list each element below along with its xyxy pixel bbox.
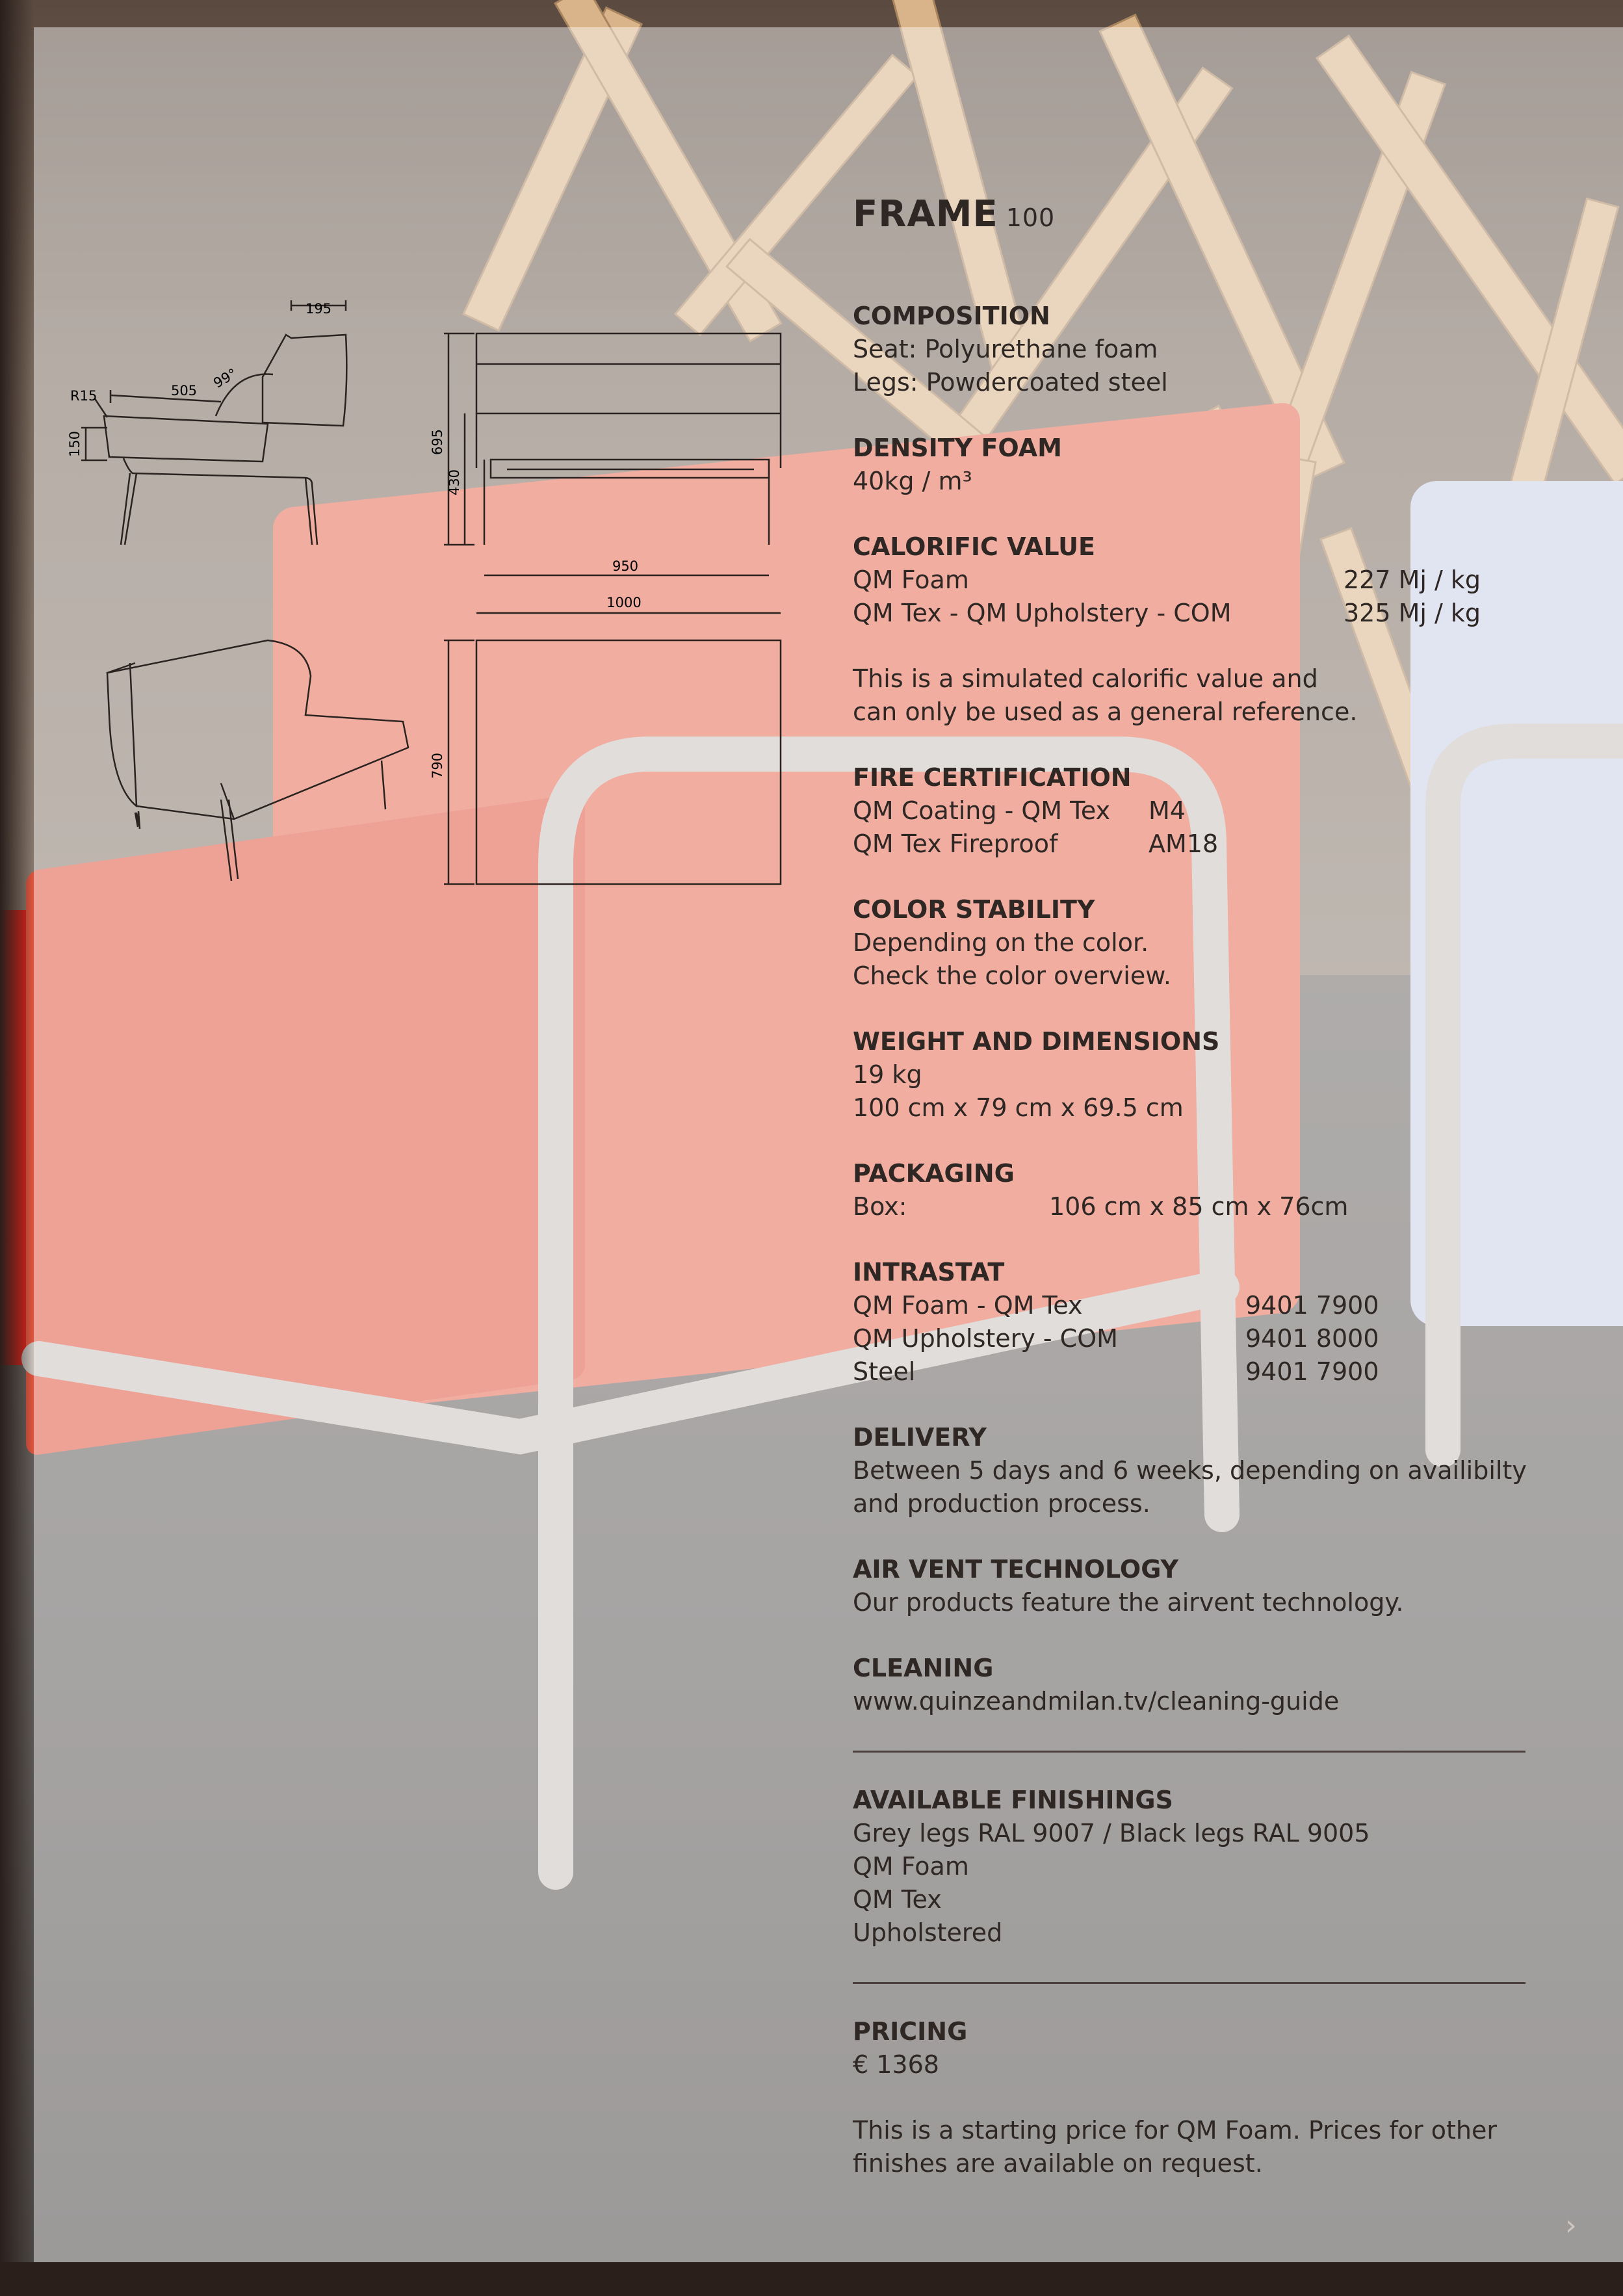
product-name: FRAME (853, 193, 998, 235)
label-side-depth: 505 (170, 383, 198, 398)
label-front-total-height: 695 (430, 428, 445, 456)
pricing-note-line: This is a starting price for QM Foam. Prices for other (853, 2116, 1497, 2145)
calorific-note-line: can only be used as a general reference. (853, 698, 1358, 726)
section-weight (853, 1025, 1529, 1125)
intrastat-label: Steel (853, 1357, 916, 1386)
intrastat-code: 9401 8000 (1245, 1324, 1379, 1353)
color-stability-line: Depending on the color. (853, 928, 1149, 957)
divider (853, 1751, 1526, 1753)
intrastat-row (853, 1289, 1529, 1322)
air-vent-text: Our products feature the airvent technology. (853, 1588, 1404, 1617)
label-top-depth: 790 (430, 752, 445, 779)
section-color-stability (853, 893, 1529, 993)
section-fire (853, 761, 1529, 861)
label-top-width: 1000 (606, 595, 642, 610)
density-value: 40kg / m³ (853, 467, 972, 495)
delivery-line: and production process. (853, 1489, 1150, 1518)
section-composition (853, 300, 1529, 399)
heading-air-vent: AIR VENT TECHNOLOGY (853, 1555, 1179, 1584)
product-title (853, 189, 1529, 244)
spec-column (853, 189, 1529, 2213)
fire-row (853, 794, 1529, 828)
section-calorific (853, 530, 1529, 630)
technical-drawings (0, 0, 812, 910)
finishing-item: QM Foam (853, 1852, 969, 1881)
heading-intrastat: INTRASTAT (853, 1258, 1005, 1286)
cleaning-link[interactable]: www.quinzeandmilan.tv/cleaning-guide (853, 1687, 1340, 1715)
section-air-vent (853, 1553, 1529, 1619)
label-side-angle: 99° (211, 365, 240, 391)
intrastat-label: QM Foam - QM Tex (853, 1291, 1083, 1320)
intrastat-code: 9401 7900 (1245, 1357, 1379, 1386)
fire-value: M4 (1149, 796, 1186, 825)
intrastat-label: QM Upholstery - COM (853, 1324, 1118, 1353)
front-view-drawing (444, 333, 781, 575)
label-side-radius: R15 (70, 388, 97, 404)
intrastat-code: 9401 7900 (1245, 1291, 1379, 1320)
fire-label: QM Tex Fireproof (853, 829, 1058, 858)
section-pricing (853, 2015, 1529, 2081)
calorific-label: QM Tex - QM Upholstery - COM (853, 599, 1232, 627)
next-page-icon[interactable]: › (1565, 2209, 1577, 2242)
section-finishings (853, 1784, 1529, 1950)
heading-delivery: DELIVERY (853, 1423, 987, 1452)
heading-cleaning: CLEANING (853, 1654, 994, 1682)
finishing-item: Grey legs RAL 9007 / Black legs RAL 9005 (853, 1819, 1370, 1847)
weight-line: 19 kg (853, 1060, 922, 1089)
packaging-value: 106 cm x 85 cm x 76cm (1049, 1192, 1349, 1221)
calorific-row (853, 564, 1529, 597)
calorific-row (853, 597, 1529, 630)
packaging-row (853, 1190, 1529, 1223)
section-delivery (853, 1421, 1529, 1520)
calorific-value: 325 Mj / kg (1344, 599, 1481, 627)
calorific-note (853, 662, 1529, 729)
heading-color-stability: COLOR STABILITY (853, 895, 1095, 924)
section-cleaning (853, 1652, 1529, 1718)
heading-pricing: PRICING (853, 2017, 968, 2046)
intrastat-row (853, 1322, 1529, 1355)
heading-packaging: PACKAGING (853, 1159, 1015, 1188)
finishing-item: QM Tex (853, 1885, 942, 1914)
iso-view-drawing (107, 640, 408, 881)
section-density (853, 432, 1529, 498)
heading-finishings: AVAILABLE FINISHINGS (853, 1786, 1173, 1814)
weight-line: 100 cm x 79 cm x 69.5 cm (853, 1093, 1184, 1122)
heading-fire: FIRE CERTIFICATION (853, 763, 1132, 792)
pricing-note (853, 2114, 1529, 2180)
product-number: 100 (1006, 203, 1056, 232)
bottom-border (0, 2262, 1623, 2296)
heading-calorific: CALORIFIC VALUE (853, 532, 1095, 561)
fire-label: QM Coating - QM Tex (853, 796, 1111, 825)
side-view-drawing (81, 300, 346, 545)
section-packaging (853, 1157, 1529, 1223)
price-value: € 1368 (853, 2050, 939, 2079)
calorific-label: QM Foam (853, 566, 969, 594)
composition-line: Seat: Polyurethane foam (853, 335, 1158, 363)
fire-value: AM18 (1149, 829, 1219, 858)
intrastat-row (853, 1355, 1529, 1389)
calorific-value: 227 Mj / kg (1344, 566, 1481, 594)
label-side-height: 150 (67, 430, 83, 458)
heading-weight: WEIGHT AND DIMENSIONS (853, 1027, 1220, 1056)
delivery-line: Between 5 days and 6 weeks, depending on availibilty (853, 1456, 1527, 1485)
pricing-note-line: finishes are available on request. (853, 2149, 1263, 2178)
top-view-drawing (444, 613, 781, 884)
label-side-top: 195 (305, 301, 332, 317)
section-intrastat (853, 1256, 1529, 1389)
heading-composition: COMPOSITION (853, 302, 1050, 330)
label-front-seat-height: 430 (447, 469, 462, 496)
packaging-label: Box: (853, 1192, 907, 1221)
calorific-note-line: This is a simulated calorific value and (853, 664, 1318, 693)
composition-line: Legs: Powdercoated steel (853, 368, 1168, 397)
heading-density: DENSITY FOAM (853, 434, 1062, 462)
finishing-item: Upholstered (853, 1918, 1003, 1947)
fire-row (853, 828, 1529, 861)
label-front-width: 950 (612, 558, 639, 574)
divider (853, 1982, 1526, 1984)
color-stability-line: Check the color overview. (853, 961, 1171, 990)
